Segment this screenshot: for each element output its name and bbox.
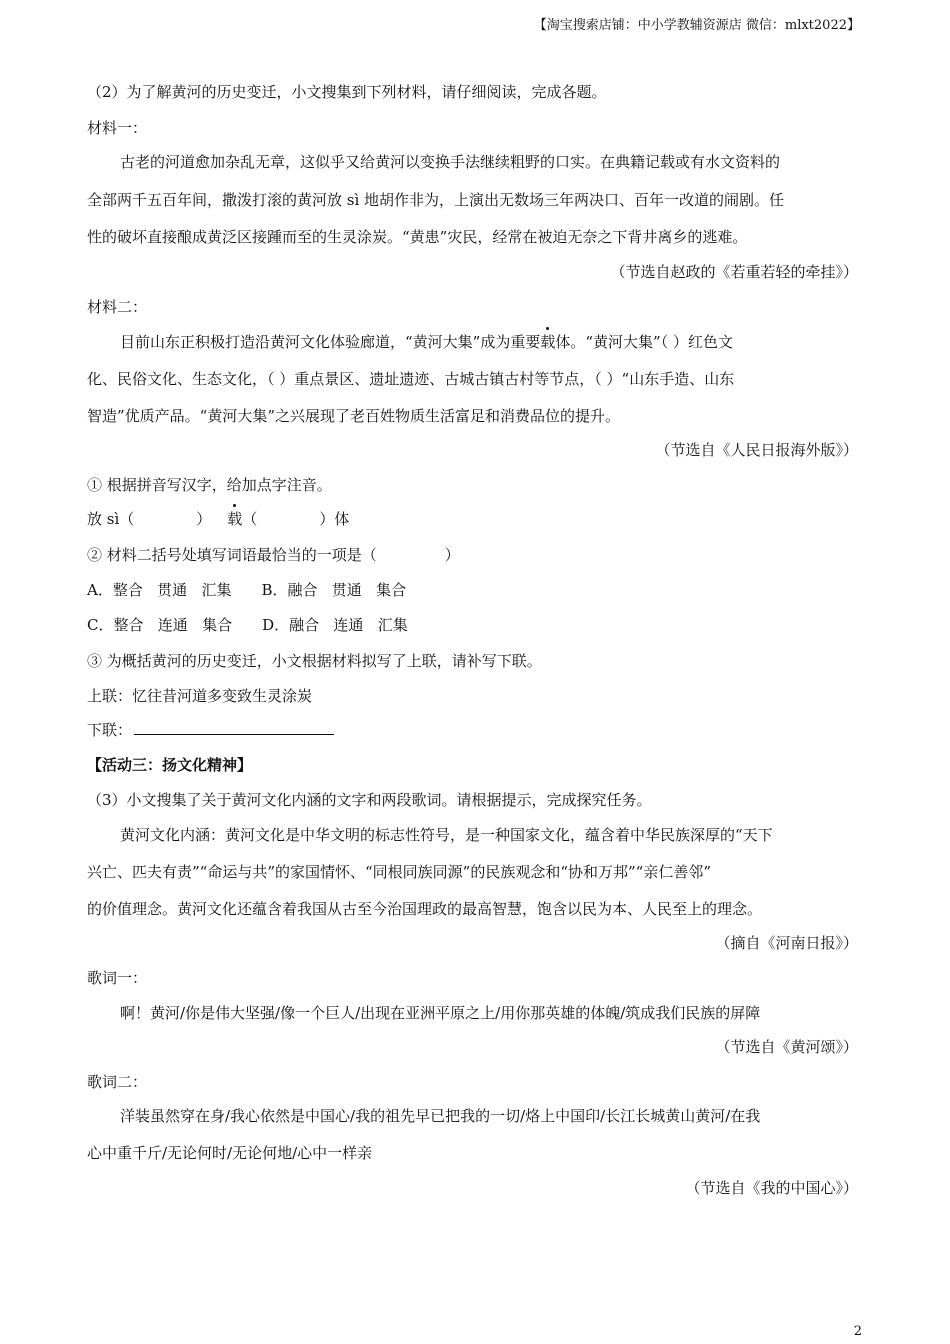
lyric-1-source: （节选自《黄河颂》） [715, 1038, 858, 1056]
pinyin-prompt: 放 sì（ [87, 510, 135, 528]
culture-line: 的价值理念。黄河文化还蕴含着我国从古至今治国理政的最高智慧，饱含以民为本、人民至上的理念。 [87, 900, 763, 918]
paren-close: ） [444, 546, 460, 564]
dotted-character: 载 [227, 510, 243, 528]
material-2-line [120, 332, 733, 352]
option-d[interactable]: D．融合 连通 汇集 [262, 616, 408, 634]
material-2-line: 智造”优质产品。“黄河大集”之兴展现了老百姓物质生活富足和消费品位的提升。 [87, 407, 621, 425]
lyric-2-label: 歌词二： [87, 1073, 148, 1091]
material-1-line: 古老的河道愈加杂乱无章，这似乎又给黄河以变换手法继续粗野的口实。在典籍记载或有水文资料的 [120, 153, 781, 171]
dotted-character: 载 [540, 333, 556, 351]
material-1-label: 材料一： [87, 119, 148, 137]
lower-couplet-label: 下联： [87, 721, 133, 739]
material-1-line: 全部两千五百年间，撒泼打滚的黄河放 sì 地胡作非为，上演出无数场三年两决口、百年一改道的闹剧。任 [87, 191, 785, 209]
option-c[interactable]: C．整合 连通 集合 [87, 616, 233, 634]
material-1-source: （节选自赵政的《若重若轻的牵挂》） [610, 263, 858, 281]
question-a-blanks [87, 509, 349, 529]
answer-line[interactable] [134, 720, 334, 735]
material-2-label: 材料二： [87, 298, 148, 316]
culture-source: （摘自《河南日报》） [715, 934, 858, 952]
material-2-source: （节选自《人民日报海外版》） [655, 441, 858, 459]
lower-couplet [87, 720, 334, 740]
material-2-line: 化、民俗文化、生态文化，（ ）重点景区、遗址遗迹、古城古镇古村等节点，（ ）“山东手造、山东 [87, 370, 735, 388]
options-row [87, 615, 408, 635]
options-row [87, 580, 406, 600]
question-2-intro: （2）为了解黄河的历史变迁，小文搜集到下列材料，请仔细阅读，完成各题。 [87, 83, 607, 101]
upper-couplet: 上联：忆往昔河道多变致生灵涂炭 [87, 687, 313, 705]
page-number: 2 [853, 1324, 862, 1339]
question-b [87, 545, 460, 565]
lyric-1-label: 歌词一： [87, 969, 148, 987]
activity-3-heading: 【活动三：扬文化精神】 [87, 756, 253, 774]
lyric-1: 啊！黄河/你是伟大坚强/像一个巨人/出现在亚洲平原之上/用你那英雄的体魄/筑成我们民族的屏障 [120, 1004, 761, 1022]
material-1-line: 性的破坏直接酿成黄泛区接踵而至的生灵涂炭。“黄患”灾民，经常在被迫无奈之下背井离乡的逃难。 [87, 228, 748, 246]
question-a: ① 根据拼音写汉字，给加点字注音。 [87, 476, 332, 494]
culture-line: 兴亡、匹夫有责”“命运与共”的家国情怀、“同根同族同源”的民族观念和“协和万邦”“亲仁善邻” [87, 863, 712, 881]
material-2-text: 体。“黄河大集”（ ）红色文 [555, 333, 733, 351]
question-b-text: ② 材料二括号处填写词语最恰当的一项是（ [87, 546, 377, 564]
question-3-intro: （3）小文搜集了关于黄河文化内涵的文字和两段歌词。请根据提示，完成探究任务。 [87, 791, 652, 809]
paren-open: （ [242, 510, 258, 528]
lyric-2-line: 洋装虽然穿在身/我心依然是中国心/我的祖先早已把我的一切/烙上中国印/长江长城黄山黄河/在我 [120, 1107, 761, 1125]
option-b[interactable]: B．融合 贯通 集合 [261, 581, 407, 599]
option-a[interactable]: A．整合 贯通 汇集 [87, 581, 232, 599]
culture-line: 黄河文化内涵：黄河文化是中华文明的标志性符号，是一种国家文化，蕴含着中华民族深厚的“天下 [120, 826, 773, 844]
page-header: 【淘宝搜索店铺：中小学教辅资源店 微信：mlxt2022】 [533, 18, 860, 33]
paren-close: ） [196, 510, 212, 528]
lyric-2-source: （节选自《我的中国心》） [685, 1179, 858, 1197]
lyric-2-line: 心中重千斤/无论何时/无论何地/心中一样亲 [87, 1144, 373, 1162]
question-c: ③ 为概括黄河的历史变迁，小文根据材料拟写了上联，请补写下联。 [87, 652, 542, 670]
material-2-text: 目前山东正积极打造沿黄河文化体验廊道，“黄河大集”成为重要 [120, 333, 541, 351]
paren-close-suffix: ）体 [319, 510, 350, 528]
